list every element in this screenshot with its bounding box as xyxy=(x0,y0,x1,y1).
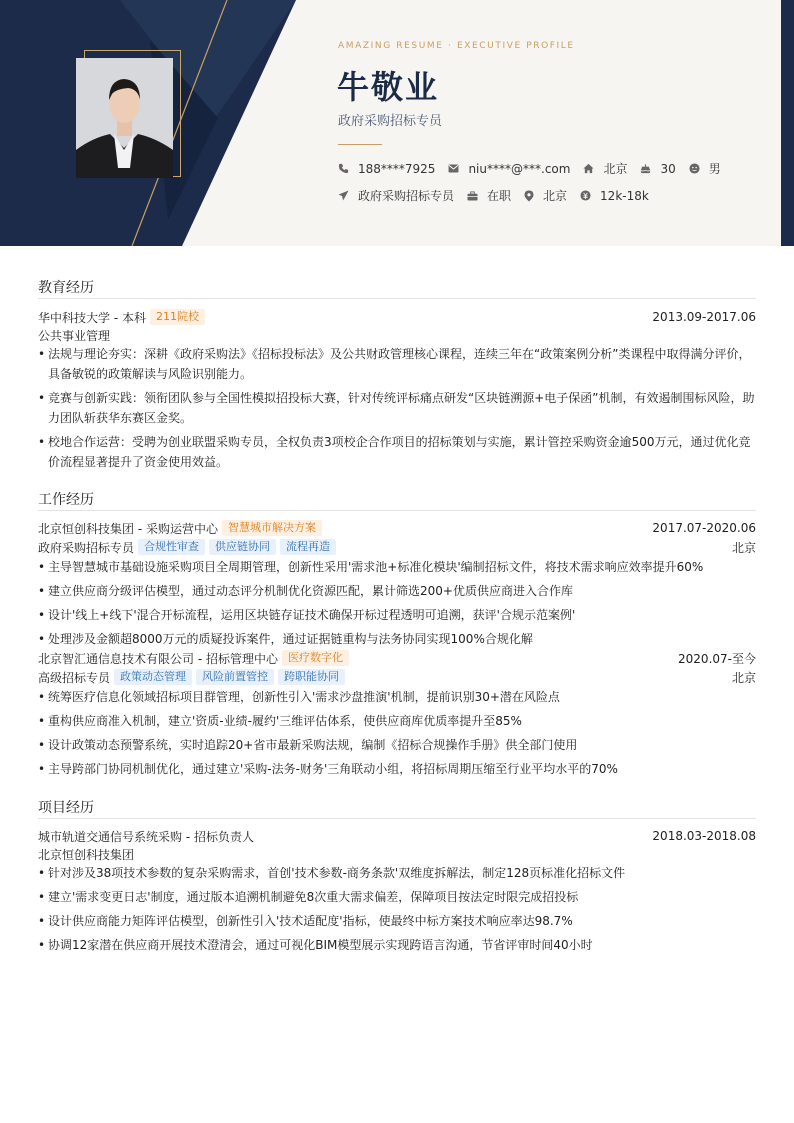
job-location: 北京 xyxy=(731,540,756,555)
briefcase-icon xyxy=(467,191,478,201)
list-item: • 针对涉及38项技术参数的复杂采购需求，首创'技术参数-商务条款'双维度拆解法，制定128页标准化招标文件 xyxy=(38,863,756,883)
education-date: 2013.09-2017.06 xyxy=(652,310,756,324)
skill-tag: 政策动态管理 xyxy=(114,669,192,685)
list-item: • 设计'线上+线下'混合开标流程，运用区块链存证技术确保开标过程透明可追溯，获评'合规示范案例' xyxy=(38,605,756,625)
job-header-row xyxy=(38,519,756,537)
intent-city-info xyxy=(524,187,567,204)
resume-header xyxy=(0,0,794,246)
company-tag: 智慧城市解决方案 xyxy=(222,520,322,536)
salary-info xyxy=(580,189,649,203)
cake-icon xyxy=(640,163,651,174)
list-item: • 校地合作运营：受聘为创业联盟采购专员，全权负责3项校企合作项目的招标策划与实施，累计管控采购资金逾500万元，通过优化竞价流程显著提升了资金使用效益。 xyxy=(38,432,756,472)
intent-city-text: 北京 xyxy=(543,189,568,203)
list-item: • 主导智慧城市基础设施采购项目全周期管理，创新性采用'需求池+标准化模块'编制招标文件，将技术需求响应效率提升60% xyxy=(38,557,756,577)
job-role: 高级招标专员 xyxy=(38,670,111,685)
list-item: • 主导跨部门协同机制优化，通过建立'采购-法务-财务'三角联动小组，将招标周期压缩至行业平均水平的70% xyxy=(38,759,756,779)
send-icon xyxy=(338,190,349,201)
list-item: • 统筹医疗信息化领域招标项目群管理，创新性引入'需求沙盘推演'机制，提前识别30+潜在风险点 xyxy=(38,687,756,707)
list-item: • 设计供应商能力矩阵评估模型，创新性引入'技术适配度'指标，使最终中标方案技术响应率达98.7% xyxy=(38,911,756,931)
list-item: • 建立'需求变更日志'制度，通过版本追溯机制避免8次重大需求偏差，保障项目按法定时限完成招投标 xyxy=(38,887,756,907)
company-name: 北京智汇通信息技术有限公司 - 招标管理中心 xyxy=(38,651,278,666)
school-name: 华中科技大学 - 本科 xyxy=(38,310,146,325)
job-location: 北京 xyxy=(731,670,756,685)
work-section xyxy=(38,489,756,783)
major-row xyxy=(38,326,756,344)
candidate-name: 牛敬业 xyxy=(337,68,440,106)
job-intent-row xyxy=(338,187,662,204)
candidate-title: 政府采购招标专员 xyxy=(338,114,443,129)
skill-tag: 供应链协同 xyxy=(209,539,276,555)
city-info xyxy=(583,160,627,177)
skill-tag: 流程再造 xyxy=(280,539,336,555)
list-item: • 处理涉及金额超8000万元的质疑投诉案件，通过证据链重构与法务协同实现100%合规化解 xyxy=(38,629,756,649)
list-item: • 设计政策动态预警系统，实时追踪20+省市最新采购法规，编制《招标合规操作手册》供全部门使用 xyxy=(38,735,756,755)
list-item: • 协调12家潜在供应商开展技术澄清会，通过可视化BIM模型展示实现跨语言沟通，节省评审时间40小时 xyxy=(38,935,756,955)
education-bullets xyxy=(38,344,756,472)
job-status-info xyxy=(467,187,511,204)
project-title: 项目经历 xyxy=(38,797,756,819)
list-item: • 重构供应商准入机制，建立'资质-业绩-履约'三维评估体系，使供应商库优质率提升至85% xyxy=(38,711,756,731)
home-icon xyxy=(583,163,594,174)
gender-icon xyxy=(689,163,700,174)
salary-text: 12k-18k xyxy=(600,188,649,203)
project-header-row xyxy=(38,827,756,845)
job-role-row xyxy=(38,538,756,556)
major: 公共事业管理 xyxy=(38,328,111,343)
job-date: 2020.07-至今 xyxy=(678,651,756,666)
school-tag: 211院校 xyxy=(150,309,205,325)
project-org: 北京恒创科技集团 xyxy=(38,847,135,862)
avatar xyxy=(76,58,173,178)
skill-tag: 跨职能协同 xyxy=(278,669,345,685)
gender-text: 男 xyxy=(708,162,721,176)
header-right-strip xyxy=(781,0,794,246)
location-pin-icon xyxy=(524,190,534,202)
age-info xyxy=(640,162,675,176)
email-info xyxy=(448,162,570,176)
list-item: • 竞赛与创新实践：领衔团队参与全国性模拟招投标大赛，针对传统评标痛点研发“区块链溯源+电子保函”机制，有效遏制围标风险，助力团队斩获华东赛区金奖。 xyxy=(38,388,756,428)
project-date: 2018.03-2018.08 xyxy=(652,829,756,843)
mail-icon xyxy=(448,164,459,173)
city-text: 北京 xyxy=(603,162,628,176)
project-bullets xyxy=(38,863,756,955)
job-bullets xyxy=(38,557,756,649)
company-name: 北京恒创科技集团 - 采购运营中心 xyxy=(38,521,218,536)
email-text: niu****@***.com xyxy=(468,161,571,176)
work-title: 工作经历 xyxy=(38,489,756,511)
header-tagline: AMAZING RESUME · EXECUTIVE PROFILE xyxy=(338,41,575,51)
job-role: 政府采购招标专员 xyxy=(38,540,135,555)
company-tag: 医疗数字化 xyxy=(282,650,349,666)
job-date: 2017.07-2020.06 xyxy=(652,521,756,535)
skill-tag: 风险前置管控 xyxy=(196,669,274,685)
job-role-row xyxy=(38,668,756,686)
education-header-row xyxy=(38,308,756,326)
job-status-text: 在职 xyxy=(487,189,512,203)
skill-tag: 合规性审查 xyxy=(138,539,205,555)
education-title: 教育经历 xyxy=(38,277,756,299)
list-item: • 法规与理论夯实：深耕《政府采购法》《招标投标法》及公共财政管理核心课程，连续三年在“政策案例分析”类课程中取得满分评价，具备敏锐的政策解读与风险识别能力。 xyxy=(38,344,756,384)
education-section xyxy=(38,277,756,476)
list-item: • 建立供应商分级评估模型，通过动态评分机制优化资源匹配，累计筛选200+优质供应商进入合作库 xyxy=(38,581,756,601)
project-section xyxy=(38,797,756,959)
intent-position-text: 政府采购招标专员 xyxy=(358,189,455,203)
job-bullets xyxy=(38,687,756,779)
phone-info xyxy=(338,162,435,176)
phone-icon xyxy=(338,163,349,174)
job-header-row xyxy=(38,649,756,667)
project-name: 城市轨道交通信号系统采购 - 招标负责人 xyxy=(38,829,254,844)
gender-info xyxy=(689,160,721,177)
salary-icon xyxy=(580,190,591,201)
age-text: 30 xyxy=(660,161,676,176)
title-divider xyxy=(338,144,382,145)
project-org-row xyxy=(38,845,756,863)
contact-row xyxy=(338,160,734,177)
phone-text: 188****7925 xyxy=(358,161,436,176)
intent-position-info xyxy=(338,187,454,204)
